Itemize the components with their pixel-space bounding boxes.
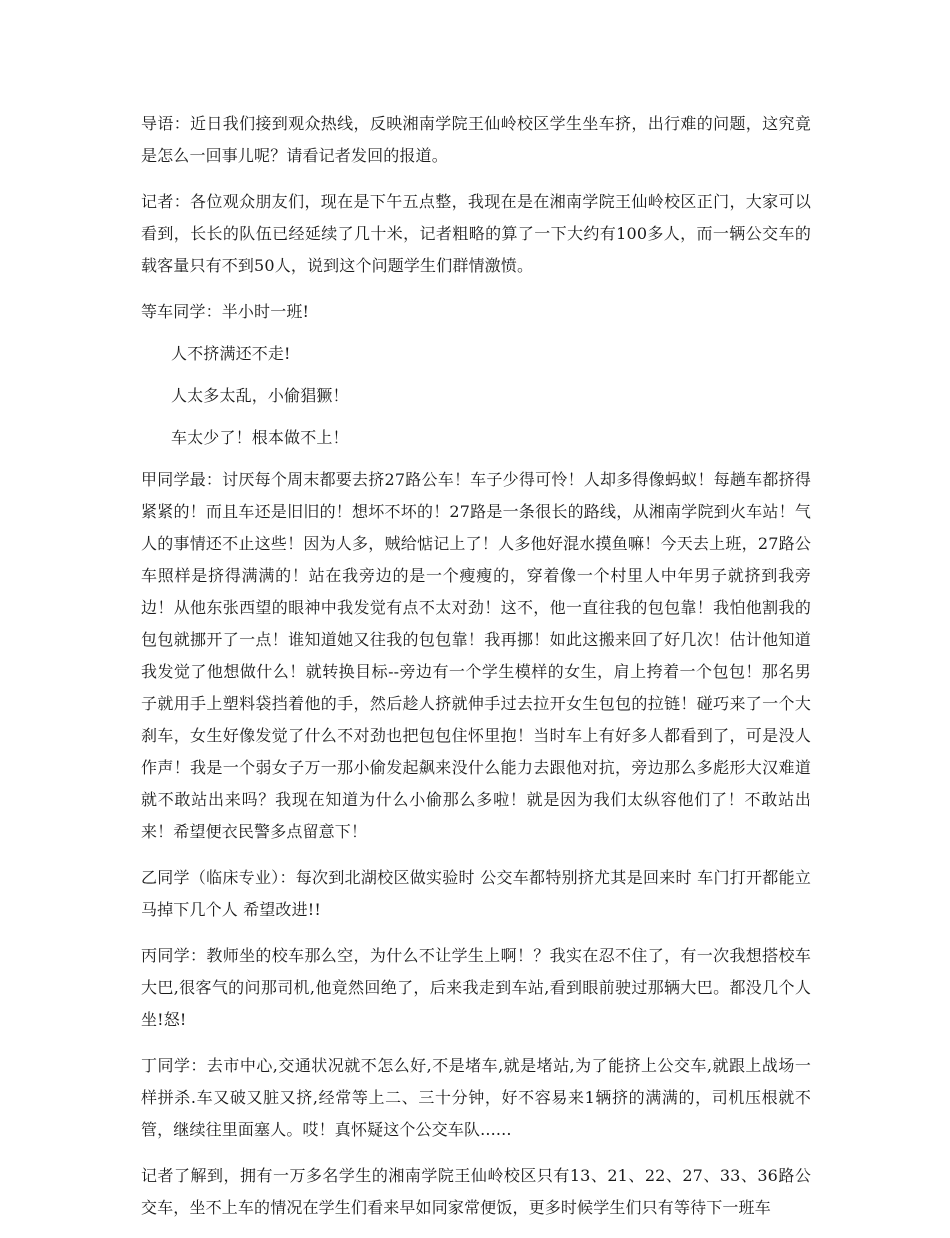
student-a-paragraph: 甲同学最：讨厌每个周末都要去挤27路公车！车子少得可怜！人却多得像蚂蚁！每趟车都挤得紧紧的！而且车还是旧旧的！想坏不坏的！27路是一条很长的路线，从湘南学院到火车站！气人的事情还不止这些！因为人多，贼给惦记上了！人多他好混水摸鱼嘛！今天去上班，27路公车照样是挤得满满的！站在我旁边的是一个瘦瘦的，穿着像一个村里人中年男子就挤到我旁边！从他东张西望的眼神中我发觉有点不太对劲！这不，他一直往我的包包靠！我怕他割我的包包就挪开了一点！谁知道她又往我的包包靠！我再挪！如此这搬来回了好几次！估计他知道我发觉了他想做什么！就转换目标--旁边有一个学生模样的女生，肩上挎着一个包包！那名男子就用手上塑料袋挡着他的手，然后趁人挤就伸手过去拉开女生包包的拉链！碰巧来了一个大刹车，女生好像发觉了什么不对劲也把包包住怀里抱！当时车上有好多人都看到了，可是没人作声！我是一个弱女子万一那小偷发起飙来没什么能力去跟他对抗，旁边那么多彪形大汉难道就不敢站出来吗？我现在知道为什么小偷那么多啦！就是因为我们太纵容他们了！不敢站出来！希望便衣民警多点留意下！ xyxy=(141,470,811,841)
quote-line-2: 人太多太乱，小偷猖獗！ xyxy=(171,386,349,405)
waiting-students-paragraph: 等车同学：半小时一班! xyxy=(141,302,310,321)
student-d-paragraph: 丁同学：去市中心,交通状况就不怎么好,不是堵车,就是堵站,为了能挤上公交车,就跟上战场一样拼杀.车又破又脏又挤,经常等上二、三十分钟，好不容易来1辆挤的满满的，司机压根就不管，继续往里面塞人。哎！真怀疑这个公交车队...... xyxy=(141,1056,811,1139)
reporter-findings-paragraph: 记者了解到，拥有一万多名学生的湘南学院王仙岭校区只有13、21、22、27、33、36路公交车，坐不上车的情况在学生们看来早如同家常便饭，更多时候学生们只有等待下一班车 xyxy=(141,1166,811,1217)
reporter-paragraph: 记者：各位观众朋友们，现在是下午五点整，我现在是在湘南学院王仙岭校区正门，大家可以看到，长长的队伍已经延续了几十米，记者粗略的算了一下大约有100多人，而一辆公交车的载客量只有不到50人，说到这个问题学生们群情激愤。 xyxy=(141,192,811,275)
intro-paragraph: 导语：近日我们接到观众热线，反映湘南学院王仙岭校区学生坐车挤，出行难的问题，这究竟是怎么一回事儿呢？请看记者发回的报道。 xyxy=(141,114,811,165)
document-page xyxy=(141,108,811,1238)
student-b-paragraph: 乙同学（临床专业）：每次到北湖校区做实验时 公交车都特别挤尤其是回来时 车门打开都能立马掉下几个人 希望改进!! xyxy=(141,868,811,919)
quote-line-3: 车太少了！根本做不上！ xyxy=(171,428,349,447)
quote-line-1: 人不挤满还不走! xyxy=(171,344,291,363)
student-c-paragraph: 丙同学：教师坐的校车那么空，为什么不让学生上啊！？我实在忍不住了，有一次我想搭校车大巴,很客气的问那司机,他竟然回绝了，后来我走到车站,看到眼前驶过那辆大巴。都没几个人坐!怒! xyxy=(141,946,811,1029)
